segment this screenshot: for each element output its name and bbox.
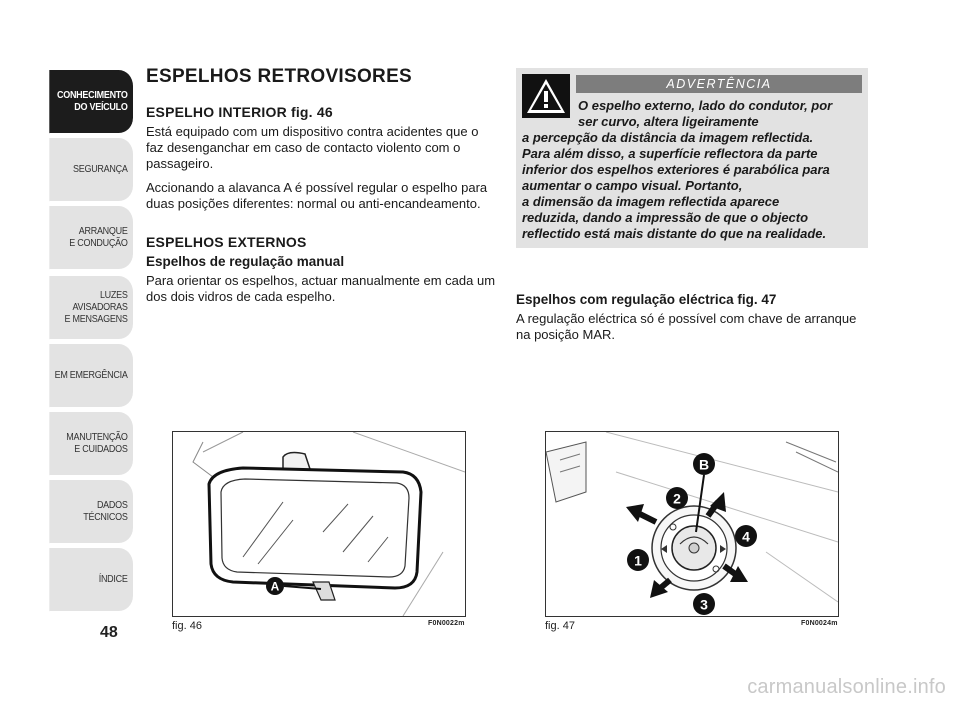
- warning-line: ser curvo, altera ligeiramente: [578, 114, 759, 129]
- warning-text: [522, 98, 864, 242]
- section-title: ESPELHOS RETROVISORES: [146, 66, 413, 87]
- interior-mirror-paragraph-1: Está equipado com um dispositivo contra acidentes que o faz desenganchar em caso de contacto violento com o passageiro.: [146, 124, 479, 171]
- warning-line: a dimensão da imagem reflectida aparece: [522, 194, 780, 209]
- warning-line: inferior dos espelhos exteriores é parabólica para: [522, 162, 830, 177]
- callout-2-label: 2: [673, 490, 681, 507]
- figure-46-caption: fig. 46: [172, 620, 202, 632]
- warning-line: Para além disso, a superfície reflectora da parte: [522, 146, 818, 161]
- tab-manutencao-e-cuidados[interactable]: MANUTENÇÃO E CUIDADOS: [49, 412, 133, 476]
- external-mirrors-heading: ESPELHOS EXTERNOS: [146, 234, 307, 250]
- tab-indice[interactable]: ÍNDICE: [49, 548, 133, 612]
- warning-line: reflectido está mais distante do que na realidade.: [522, 226, 827, 241]
- tab-luzes-avisadoras[interactable]: LUZES AVISADORAS E MENSAGENS: [49, 276, 133, 340]
- interior-mirror-illustration: [173, 432, 465, 616]
- tab-dados-tecnicos[interactable]: DADOS TÉCNICOS: [49, 480, 133, 544]
- interior-mirror-heading: ESPELHO INTERIOR fig. 46: [146, 104, 333, 120]
- warning-line: reduzida, dando a impressão de que o objecto: [522, 210, 809, 225]
- figure-47-electric-mirror-control: [545, 431, 839, 617]
- warning-line: a percepção da distância da imagem reflectida.: [522, 130, 814, 145]
- manual-adjust-heading: Espelhos de regulação manual: [146, 254, 345, 269]
- tab-em-emergencia[interactable]: EM EMERGÊNCIA: [49, 344, 133, 408]
- callout-4-label: 4: [742, 528, 750, 545]
- page-number: 48: [100, 624, 118, 641]
- manual-adjust-paragraph: Para orientar os espelhos, actuar manualmente em cada um dos dois vidros de cada espelho.: [146, 273, 496, 304]
- callout-1-label: 1: [634, 552, 642, 569]
- callout-3-label: 3: [700, 596, 708, 613]
- warning-line: aumentar o campo visual. Portanto,: [522, 178, 743, 193]
- figure-46-code: F0N0022m: [428, 620, 465, 627]
- tab-seguranca[interactable]: SEGURANÇA: [49, 138, 133, 202]
- callout-a-label: A: [270, 579, 280, 594]
- warning-box: [516, 68, 868, 248]
- watermark: carmanualsonline.info: [747, 676, 946, 698]
- left-column: [146, 66, 496, 313]
- figure-47-code: F0N0024m: [801, 620, 838, 627]
- warning-line: O espelho externo, lado do condutor, por: [578, 98, 833, 113]
- tab-arranque-e-conducao[interactable]: ARRANQUE E CONDUÇÃO: [49, 206, 133, 270]
- electric-adjust-heading: Espelhos com regulação eléctrica fig. 47: [516, 292, 777, 307]
- figure-46-interior-mirror: [172, 431, 466, 617]
- electric-adjust-paragraph: A regulação eléctrica só é possível com chave de arranque na posição MAR.: [516, 311, 857, 342]
- interior-mirror-paragraph-2: Accionando a alavanca A é possível regular o espelho para duas posições diferentes: normal ou anti-encandeamento.: [146, 180, 488, 211]
- mirror-control-illustration: [546, 432, 838, 616]
- warning-title: ADVERTÊNCIA: [576, 75, 862, 93]
- tab-conhecimento-do-veiculo[interactable]: CONHECIMENTO DO VEÍCULO: [49, 70, 133, 134]
- right-column: [516, 292, 866, 351]
- figure-47-caption: fig. 47: [545, 620, 575, 632]
- callout-b-label: B: [698, 456, 710, 473]
